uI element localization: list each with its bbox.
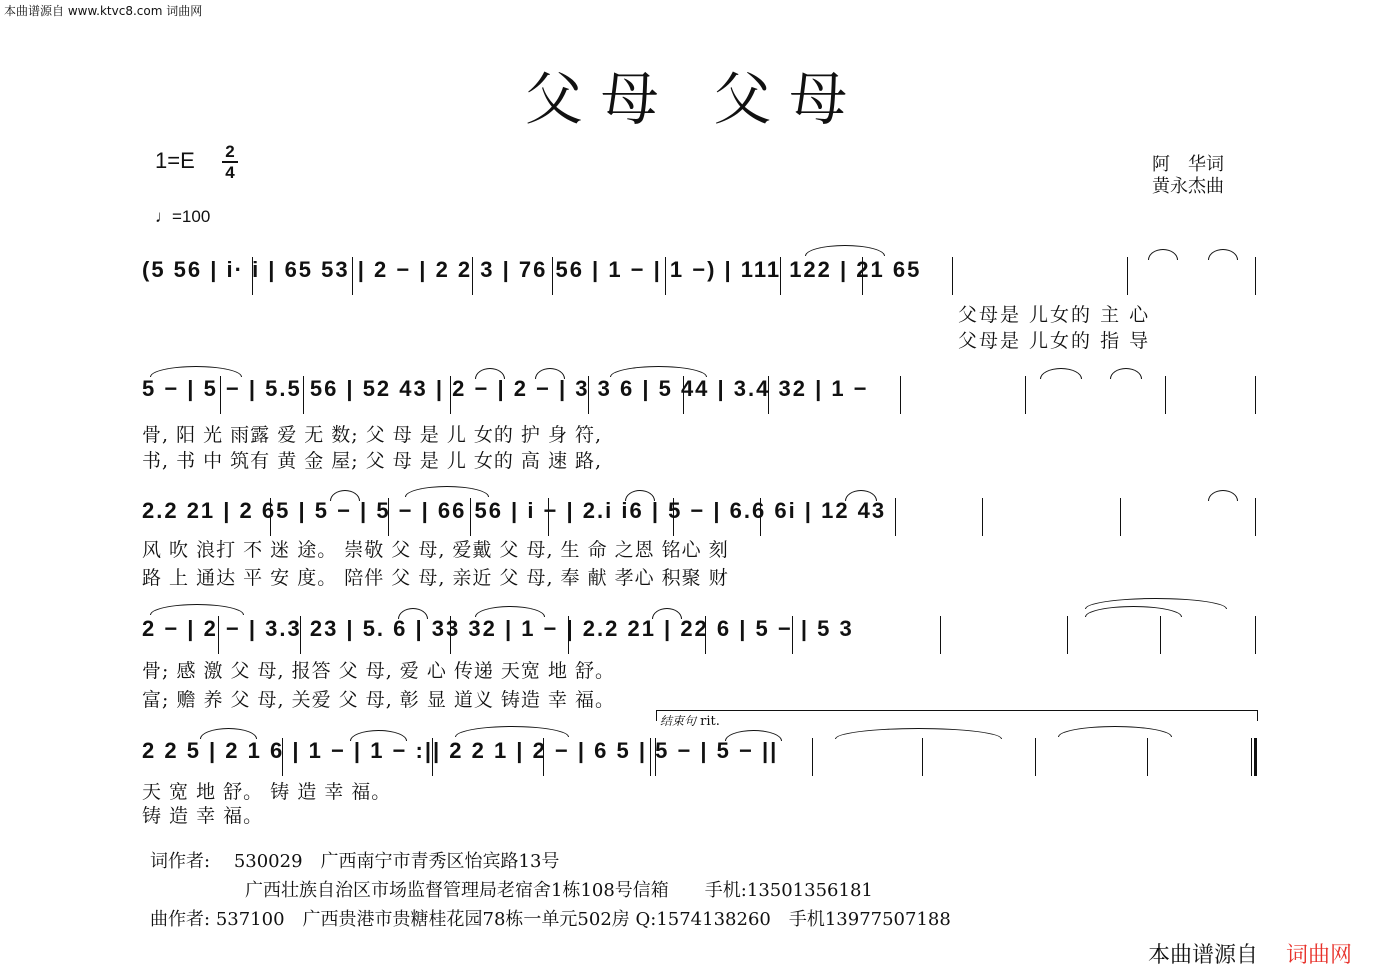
tie-mark [150, 604, 244, 615]
notes-line: 2 2 5 | 2 1 6 | 1 − | 1 − :|| 2 2 1 | 2 − | 6 5 | 5 − | 5 − || [142, 738, 779, 763]
slur-mark [1110, 368, 1142, 379]
ending-rit-mark [660, 712, 720, 729]
lyrics-verse2: 铸 造 幸 福。 [142, 805, 264, 827]
lyrics-verse1: 天 宽 地 舒。 铸 造 幸 福。 [142, 781, 392, 803]
lyrics-verse1: 风 吹 浪打 不 迷 途。 崇敬 父 母, 爱戴 父 母, 生 命 之恩 铭心 刻 [142, 539, 729, 561]
lyrics-verse1: 骨; 感 激 父 母, 报答 父 母, 爱 心 传递 天宽 地 舒。 [142, 660, 615, 682]
score-row-1 [0, 257, 1390, 297]
notes-line: (5 56 | i· i | 65 53 | 2 − | 2 2 3 | 76 56 | 1 − | 1 −) | 111 122 | 21 65 [142, 257, 922, 282]
watermark-text: 本曲谱源自 www.ktvc8.com 词曲网 [4, 4, 203, 18]
time-sig-bottom: 4 [225, 163, 235, 182]
lyricist-label: 词作者: [150, 851, 211, 872]
notes-line: 5 − | 5 − | 5.5 56 | 52 43 | 2 − | 2 − | 3 3 6 | 5 44 | 3.4 32 | 1 − [142, 376, 869, 401]
slur-mark [1208, 249, 1238, 260]
key-signature: 1=E [155, 148, 195, 173]
slur-mark [1040, 368, 1082, 379]
tie-mark [1058, 726, 1172, 737]
ending-label: 结束句 [660, 714, 697, 728]
slur-mark [1148, 249, 1178, 260]
song-title: 父母 父母 [524, 65, 866, 133]
notes-line: 2.2 21 | 2 65 | 5 − | 5 − | 66 56 | i − | 2.i i6 | 5 − | 6.6 6i | 12 43 [142, 498, 887, 523]
footer-line-3 [150, 905, 951, 931]
slur-mark [1208, 490, 1238, 501]
score-row-5 [0, 738, 1390, 778]
time-signature [222, 143, 238, 181]
brand-link[interactable]: 词曲网 [1286, 943, 1353, 968]
lyrics-verse2: 父母是 儿女的 指 导 [958, 330, 1151, 352]
slur-mark [835, 728, 1002, 739]
lyricist-address: 530029 广西南宁市青秀区怡宾路13号 [233, 851, 560, 872]
composer-address: 537100 广西贵港市贵糖桂花园78栋一单元502房 Q:1574138260 手机13977507188 [215, 909, 951, 930]
score-row-2 [0, 376, 1390, 416]
lyrics-verse1: 父母是 儿女的 主 心 [958, 304, 1151, 326]
lyrics-verse2: 书, 书 中 筑有 黄 金 屋; 父 母 是 儿 女的 高 速 路, [142, 450, 603, 472]
time-sig-top: 2 [225, 142, 235, 161]
tie-mark [455, 726, 569, 737]
tempo-mark: ♩=100 [155, 207, 211, 226]
lyricist-credit: 阿 华词 [1152, 154, 1224, 175]
lyrics-verse1: 骨, 阳 光 雨露 爱 无 数; 父 母 是 儿 女的 护 身 符, [142, 424, 603, 446]
footer-line-2: 广西壮族自治区市场监督管理局老宿舍1栋108号信箱 手机:13501356181 [245, 880, 873, 901]
score-row-4 [0, 616, 1390, 656]
brand-text: 本曲谱源自 [1148, 943, 1259, 968]
footer-line-1 [150, 847, 559, 873]
tie-mark [805, 245, 885, 256]
composer-credit: 黄永杰曲 [1152, 176, 1224, 197]
composer-label: 曲作者: [150, 909, 211, 930]
tie-mark [405, 486, 489, 497]
notes-line: 2 − | 2 − | 3.3 23 | 5. 6 | 33 32 | 1 − | 2.2 21 | 22 6 | 5 − | 5 3 [142, 616, 854, 641]
rit-label: rit. [700, 714, 720, 729]
lyrics-verse2: 路 上 通达 平 安 度。 陪伴 父 母, 亲近 父 母, 奉 献 孝心 积聚 财 [142, 567, 729, 589]
score-row-3 [0, 498, 1390, 538]
lyrics-verse2: 富; 赡 养 父 母, 关爱 父 母, 彰 显 道义 铸造 幸 福。 [142, 689, 615, 711]
ending-bracket [656, 710, 1258, 721]
